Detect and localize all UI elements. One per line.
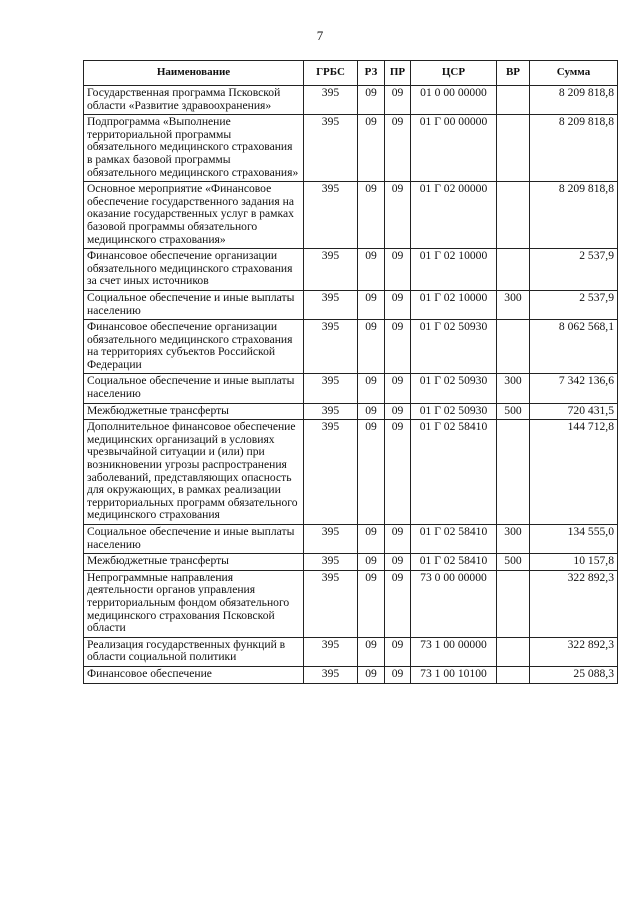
cell-grbs: 395: [304, 525, 358, 554]
cell-grbs: 395: [304, 86, 358, 115]
cell-grbs: 395: [304, 290, 358, 319]
cell-rz: 09: [358, 570, 385, 637]
table-row: [84, 637, 618, 666]
header-pr: ПР: [385, 61, 411, 86]
cell-grbs: 395: [304, 249, 358, 291]
cell-pr: 09: [385, 525, 411, 554]
cell-vr: [497, 182, 530, 249]
cell-name: Государственная программа Псковской области «Развитие здравоохранения»: [84, 86, 304, 115]
cell-name: Основное мероприятие «Финансовое обеспечение государственного задания на оказание государственных услуг в рамках базовой программы обязательного медицинского страхования»: [84, 182, 304, 249]
table-row: [84, 86, 618, 115]
cell-vr: [497, 666, 530, 683]
cell-rz: 09: [358, 420, 385, 525]
table-row: [84, 554, 618, 571]
cell-vr: [497, 249, 530, 291]
cell-sum: 7 342 136,6: [530, 374, 618, 403]
cell-sum: 2 537,9: [530, 249, 618, 291]
cell-sum: 720 431,5: [530, 403, 618, 420]
cell-sum: 2 537,9: [530, 290, 618, 319]
cell-sum: 25 088,3: [530, 666, 618, 683]
cell-csr: 01 Г 02 50930: [411, 374, 497, 403]
cell-csr: 01 Г 02 58410: [411, 420, 497, 525]
cell-pr: 09: [385, 249, 411, 291]
cell-csr: 01 Г 02 00000: [411, 182, 497, 249]
cell-name: Финансовое обеспечение организации обязательного медицинского страхования за счет иных источников: [84, 249, 304, 291]
table-row: [84, 374, 618, 403]
cell-grbs: 395: [304, 403, 358, 420]
cell-grbs: 395: [304, 570, 358, 637]
cell-pr: 09: [385, 666, 411, 683]
cell-vr: 300: [497, 374, 530, 403]
cell-vr: 500: [497, 403, 530, 420]
cell-pr: 09: [385, 182, 411, 249]
cell-rz: 09: [358, 554, 385, 571]
cell-sum: 8 209 818,8: [530, 86, 618, 115]
header-sum: Сумма: [530, 61, 618, 86]
table-row: [84, 182, 618, 249]
cell-name: Межбюджетные трансферты: [84, 403, 304, 420]
cell-csr: 73 1 00 00000: [411, 637, 497, 666]
cell-rz: 09: [358, 182, 385, 249]
table-row: [84, 420, 618, 525]
cell-vr: [497, 115, 530, 182]
cell-sum: 8 209 818,8: [530, 115, 618, 182]
cell-sum: 322 892,3: [530, 637, 618, 666]
cell-pr: 09: [385, 554, 411, 571]
cell-grbs: 395: [304, 666, 358, 683]
cell-pr: 09: [385, 320, 411, 374]
cell-csr: 01 Г 02 10000: [411, 249, 497, 291]
cell-csr: 01 Г 02 50930: [411, 403, 497, 420]
header-name: Наименование: [84, 61, 304, 86]
cell-name: Непрограммные направления деятельности органов управления территориальным фондом обязательного медицинского страхования Псковской области: [84, 570, 304, 637]
cell-vr: [497, 86, 530, 115]
table-row: [84, 570, 618, 637]
cell-csr: 01 Г 02 58410: [411, 525, 497, 554]
table-row: [84, 115, 618, 182]
cell-name: Реализация государственных функций в области социальной политики: [84, 637, 304, 666]
cell-csr: 01 Г 00 00000: [411, 115, 497, 182]
cell-sum: 10 157,8: [530, 554, 618, 571]
cell-vr: [497, 570, 530, 637]
cell-grbs: 395: [304, 420, 358, 525]
cell-grbs: 395: [304, 637, 358, 666]
cell-rz: 09: [358, 525, 385, 554]
cell-pr: 09: [385, 290, 411, 319]
cell-grbs: 395: [304, 554, 358, 571]
header-vr: ВР: [497, 61, 530, 86]
table-row: [84, 290, 618, 319]
cell-csr: 73 0 00 00000: [411, 570, 497, 637]
cell-grbs: 395: [304, 182, 358, 249]
cell-grbs: 395: [304, 320, 358, 374]
cell-name: Социальное обеспечение и иные выплаты населению: [84, 525, 304, 554]
cell-rz: 09: [358, 320, 385, 374]
cell-sum: 322 892,3: [530, 570, 618, 637]
cell-rz: 09: [358, 666, 385, 683]
cell-rz: 09: [358, 403, 385, 420]
table-header-row: [84, 61, 618, 86]
cell-csr: 01 Г 02 50930: [411, 320, 497, 374]
table-row: [84, 666, 618, 683]
cell-vr: [497, 320, 530, 374]
cell-sum: 134 555,0: [530, 525, 618, 554]
cell-pr: 09: [385, 115, 411, 182]
cell-pr: 09: [385, 637, 411, 666]
cell-csr: 01 Г 02 58410: [411, 554, 497, 571]
cell-vr: 300: [497, 525, 530, 554]
cell-rz: 09: [358, 374, 385, 403]
cell-pr: 09: [385, 570, 411, 637]
cell-sum: 144 712,8: [530, 420, 618, 525]
cell-name: Финансовое обеспечение: [84, 666, 304, 683]
cell-name: Межбюджетные трансферты: [84, 554, 304, 571]
cell-vr: [497, 637, 530, 666]
table-row: [84, 403, 618, 420]
cell-csr: 01 0 00 00000: [411, 86, 497, 115]
cell-rz: 09: [358, 637, 385, 666]
cell-name: Дополнительное финансовое обеспечение медицинских организаций в условиях чрезвычайной ситуации и (или) при возникновении угрозы распространения заболеваний, представляющих опасность для окружающих, в рамках реализации территориальных программ обязательного медицинского страхования: [84, 420, 304, 525]
cell-rz: 09: [358, 115, 385, 182]
cell-rz: 09: [358, 86, 385, 115]
cell-rz: 09: [358, 249, 385, 291]
cell-pr: 09: [385, 403, 411, 420]
cell-pr: 09: [385, 374, 411, 403]
cell-vr: 500: [497, 554, 530, 571]
cell-name: Финансовое обеспечение организации обязательного медицинского страхования на территориях субъектов Российской Федерации: [84, 320, 304, 374]
cell-sum: 8 209 818,8: [530, 182, 618, 249]
cell-pr: 09: [385, 420, 411, 525]
header-grbs: ГРБС: [304, 61, 358, 86]
table-row: [84, 249, 618, 291]
header-rz: РЗ: [358, 61, 385, 86]
cell-rz: 09: [358, 290, 385, 319]
header-csr: ЦСР: [411, 61, 497, 86]
cell-grbs: 395: [304, 115, 358, 182]
table-row: [84, 320, 618, 374]
cell-csr: 01 Г 02 10000: [411, 290, 497, 319]
cell-grbs: 395: [304, 374, 358, 403]
cell-name: Социальное обеспечение и иные выплаты населению: [84, 290, 304, 319]
table-body: [84, 86, 618, 684]
budget-table: [83, 60, 618, 684]
cell-sum: 8 062 568,1: [530, 320, 618, 374]
cell-vr: [497, 420, 530, 525]
table-row: [84, 525, 618, 554]
cell-name: Подпрограмма «Выполнение территориальной программы обязательного медицинского страхования в рамках базовой программы обязательного медицинского страхования»: [84, 115, 304, 182]
cell-pr: 09: [385, 86, 411, 115]
page-number: 7: [316, 28, 324, 43]
cell-vr: 300: [497, 290, 530, 319]
cell-name: Социальное обеспечение и иные выплаты населению: [84, 374, 304, 403]
cell-csr: 73 1 00 10100: [411, 666, 497, 683]
